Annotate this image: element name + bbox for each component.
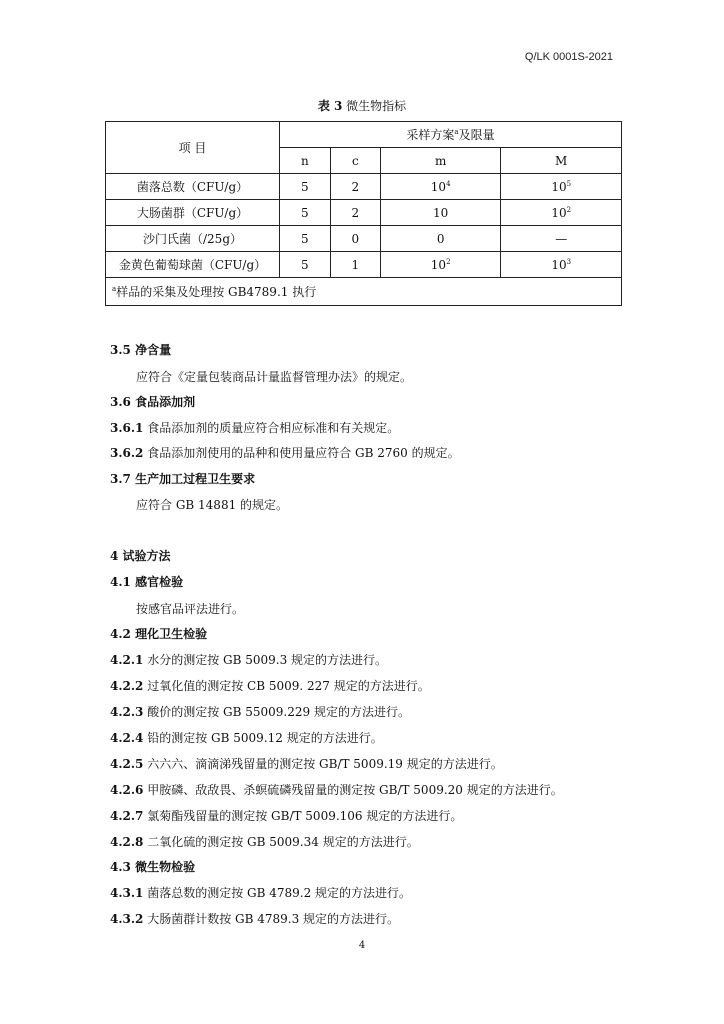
cell-m-base: 10 — [430, 179, 447, 194]
cell-M — [501, 226, 622, 252]
cell-m-base: 10 — [430, 257, 447, 272]
cell-c: 1 — [330, 252, 380, 278]
header-item: 项 目 — [106, 122, 280, 174]
table-header-row — [106, 122, 622, 148]
clause-4-2-2: 4.2.2 过氧化值的测定按 CB 5009. 227 规定的方法进行。 — [110, 679, 430, 693]
cell-M-sup: 5 — [566, 179, 572, 188]
table-row — [106, 226, 622, 252]
clause-4-2-1: 4.2.1 水分的测定按 GB 5009.3 规定的方法进行。 — [110, 653, 388, 667]
cell-m — [380, 174, 501, 200]
cell-n: 5 — [280, 174, 331, 200]
clause-3-6-1: 3.6.1 食品添加剂的质量应符合相应标准和有关规定。 — [110, 421, 400, 435]
cell-M-base: — — [555, 231, 568, 246]
cell-m — [380, 252, 501, 278]
subheader-c: c — [330, 148, 380, 174]
cell-M-sup: 2 — [566, 205, 572, 214]
clause-4-2-6: 4.2.6 甲胺磷、敌敌畏、杀螟硫磷残留量的测定按 GB/T 5009.20 规定的方法进行。 — [110, 783, 563, 797]
cell-m-base: 0 — [436, 231, 445, 246]
cell-m — [380, 200, 501, 226]
table-row — [106, 174, 622, 200]
header-sampling-suffix: 及限量 — [458, 128, 495, 142]
subheader-m: m — [380, 148, 501, 174]
cell-n: 5 — [280, 226, 331, 252]
clause-4-2-8: 4.2.8 二氧化硫的测定按 GB 5009.34 规定的方法进行。 — [110, 835, 419, 849]
section-heading-3-7: 3.7 生产加工过程卫生要求 — [110, 472, 256, 486]
section-heading-3-5: 3.5 净含量 — [110, 343, 172, 357]
header-sampling-sup: a — [454, 128, 459, 136]
paragraph-sensory: 按感官品评法进行。 — [136, 602, 245, 616]
cell-n: 5 — [280, 200, 331, 226]
clause-4-2-3: 4.2.3 酸价的测定按 GB 55009.229 规定的方法进行。 — [110, 705, 410, 719]
document-code: Q/LK 0001S-2021 — [524, 51, 613, 63]
cell-M — [501, 174, 622, 200]
table-row — [106, 252, 622, 278]
cell-m-sup: 4 — [446, 179, 451, 188]
table-caption-label: 表 3 — [317, 99, 343, 113]
cell-c: 2 — [330, 174, 380, 200]
table-row — [106, 200, 622, 226]
section-heading-4-1: 4.1 感官检验 — [110, 575, 184, 589]
paragraph-net-content: 应符合《定量包装商品计量监督管理办法》的规定。 — [136, 370, 413, 384]
cell-M — [501, 252, 622, 278]
clause-3-6-2: 3.6.2 食品添加剂使用的品种和使用量应符合 GB 2760 的规定。 — [110, 446, 460, 460]
cell-item: 菌落总数（CFU/g） — [106, 174, 280, 200]
table-caption-text: 微生物指标 — [342, 99, 407, 113]
subheader-M: M — [501, 148, 622, 174]
cell-item: 大肠菌群（CFU/g） — [106, 200, 280, 226]
section-heading-3-6: 3.6 食品添加剂 — [110, 395, 196, 409]
section-heading-4-2: 4.2 理化卫生检验 — [110, 627, 208, 641]
clause-4-3-2: 4.3.2 大肠菌群计数按 GB 4789.3 规定的方法进行。 — [110, 912, 400, 926]
table-note — [106, 278, 622, 306]
cell-M-base: 10 — [551, 257, 567, 272]
cell-n: 5 — [280, 252, 331, 278]
cell-M-base: 10 — [551, 179, 567, 194]
cell-M-sup: 3 — [566, 257, 572, 266]
cell-M-base: 10 — [551, 205, 567, 220]
cell-m-sup: 2 — [446, 257, 451, 266]
microbiology-table — [105, 121, 622, 306]
header-sampling-prefix: 采样方案 — [406, 128, 455, 142]
cell-item: 沙门氏菌（/25g） — [106, 226, 280, 252]
cell-item: 金黄色葡萄球菌（CFU/g） — [106, 252, 280, 278]
table-note-text: 样品的采集及处理按 GB4789.1 执行 — [116, 285, 317, 299]
cell-c: 0 — [330, 226, 380, 252]
section-heading-4: 4 试验方法 — [110, 549, 171, 563]
cell-m-base: 10 — [433, 205, 449, 220]
subheader-n: n — [280, 148, 331, 174]
table-note-row — [106, 278, 622, 306]
page-number: 4 — [358, 940, 366, 951]
section-heading-4-3: 4.3 微生物检验 — [110, 860, 196, 874]
cell-M — [501, 200, 622, 226]
table-caption — [0, 97, 724, 114]
paragraph-hygiene: 应符合 GB 14881 的规定。 — [136, 498, 289, 512]
clause-4-2-4: 4.2.4 铅的测定按 GB 5009.12 规定的方法进行。 — [110, 731, 383, 745]
clause-4-2-5: 4.2.5 六六六、滴滴涕残留量的测定按 GB/T 5009.19 规定的方法进行。 — [110, 757, 503, 771]
table-note-sup: a — [112, 285, 117, 293]
clause-4-3-1: 4.3.1 菌落总数的测定按 GB 4789.2 规定的方法进行。 — [110, 886, 412, 900]
clause-4-2-7: 4.2.7 氯菊酯残留量的测定按 GB/T 5009.106 规定的方法进行。 — [110, 809, 463, 823]
cell-c: 2 — [330, 200, 380, 226]
header-sampling-plan — [280, 122, 622, 148]
cell-m — [380, 226, 501, 252]
